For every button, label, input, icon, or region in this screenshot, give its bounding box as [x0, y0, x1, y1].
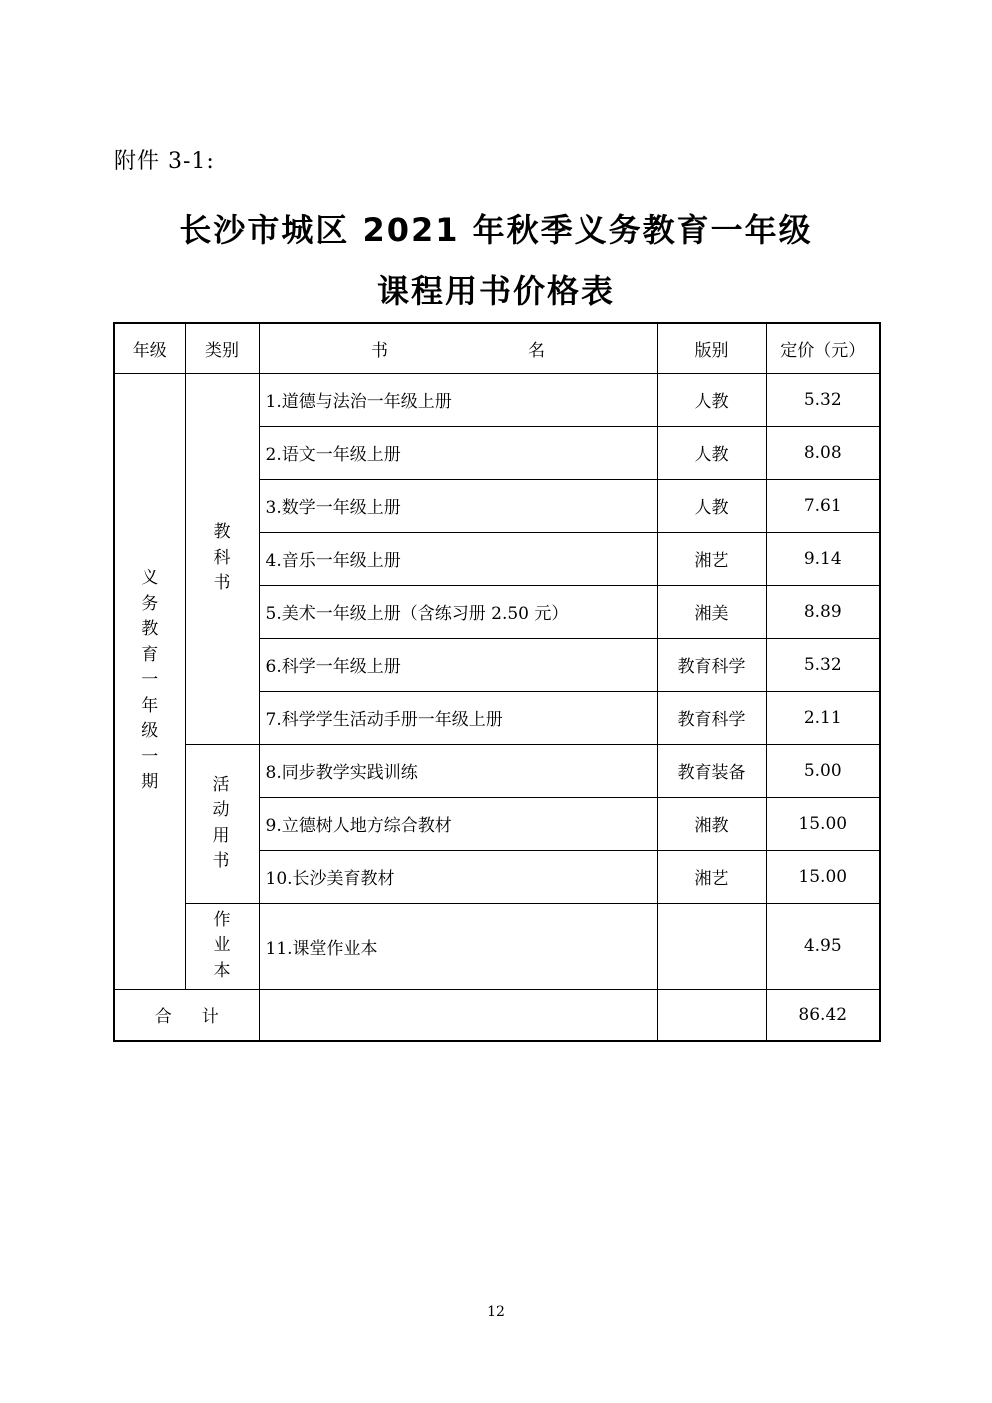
book-name: 4.音乐一年级上册	[259, 532, 657, 585]
book-edition: 教育装备	[657, 744, 766, 797]
total-label	[114, 989, 259, 1041]
book-edition: 湘教	[657, 797, 766, 850]
book-name: 7.科学学生活动手册一年级上册	[259, 691, 657, 744]
header-edition: 版别	[657, 323, 766, 373]
book-name: 9.立德树人地方综合教材	[259, 797, 657, 850]
grade-cell	[114, 373, 185, 989]
book-edition: 教育科学	[657, 691, 766, 744]
book-price: 15.00	[766, 797, 880, 850]
total-empty-edition	[657, 989, 766, 1041]
attachment-label: 附件 3-1:	[114, 149, 215, 174]
book-name: 1.道德与法治一年级上册	[259, 373, 657, 426]
document-title-line-2: 课程用书价格表	[376, 272, 615, 310]
header-category: 类别	[185, 323, 259, 373]
total-row	[114, 989, 880, 1041]
page-number: 12	[487, 1304, 505, 1320]
category-workbook: 作业本	[213, 909, 231, 981]
book-name: 11.课堂作业本	[259, 903, 657, 989]
table-row	[114, 744, 880, 797]
category-activity: 活动用书	[212, 774, 232, 871]
header-book-name-part2: 名	[528, 340, 545, 361]
category-workbook-cell	[185, 903, 259, 989]
header-grade: 年级	[114, 323, 185, 373]
book-price: 15.00	[766, 850, 880, 903]
table-row	[114, 903, 880, 989]
table-row	[114, 373, 880, 426]
total-empty-name	[259, 989, 657, 1041]
book-price: 8.89	[766, 585, 880, 638]
book-name: 8.同步教学实践训练	[259, 744, 657, 797]
book-price: 5.00	[766, 744, 880, 797]
category-textbook: 教科书	[213, 522, 231, 594]
book-edition: 人教	[657, 373, 766, 426]
book-price: 7.61	[766, 479, 880, 532]
book-name: 10.长沙美育教材	[259, 850, 657, 903]
book-name: 6.科学一年级上册	[259, 638, 657, 691]
total-label-part2: 计	[201, 1007, 219, 1028]
book-name: 3.数学一年级上册	[259, 479, 657, 532]
book-edition: 人教	[657, 426, 766, 479]
category-textbook-cell	[185, 373, 259, 744]
book-edition: 湘艺	[657, 532, 766, 585]
book-edition: 教育科学	[657, 638, 766, 691]
document-title-line-1: 长沙市城区 2021 年秋季义务教育一年级	[179, 211, 813, 249]
category-activity-cell	[185, 744, 259, 903]
book-edition: 人教	[657, 479, 766, 532]
book-price: 9.14	[766, 532, 880, 585]
table-header-row	[114, 323, 880, 373]
header-book-name-part1: 书	[371, 340, 388, 361]
header-price: 定价（元）	[766, 323, 880, 373]
book-price: 2.11	[766, 691, 880, 744]
total-label-part1: 合	[154, 1007, 172, 1028]
book-name: 5.美术一年级上册（含练习册 2.50 元）	[259, 585, 657, 638]
price-table	[113, 322, 881, 1042]
book-price: 5.32	[766, 373, 880, 426]
book-edition	[657, 903, 766, 989]
book-price: 5.32	[766, 638, 880, 691]
total-value: 86.42	[766, 989, 880, 1041]
grade-label: 义务教育一年级一期	[141, 568, 159, 793]
book-edition: 湘美	[657, 585, 766, 638]
book-price: 8.08	[766, 426, 880, 479]
book-edition: 湘艺	[657, 850, 766, 903]
book-name: 2.语文一年级上册	[259, 426, 657, 479]
book-price: 4.95	[766, 903, 880, 989]
header-book-name	[259, 323, 657, 373]
